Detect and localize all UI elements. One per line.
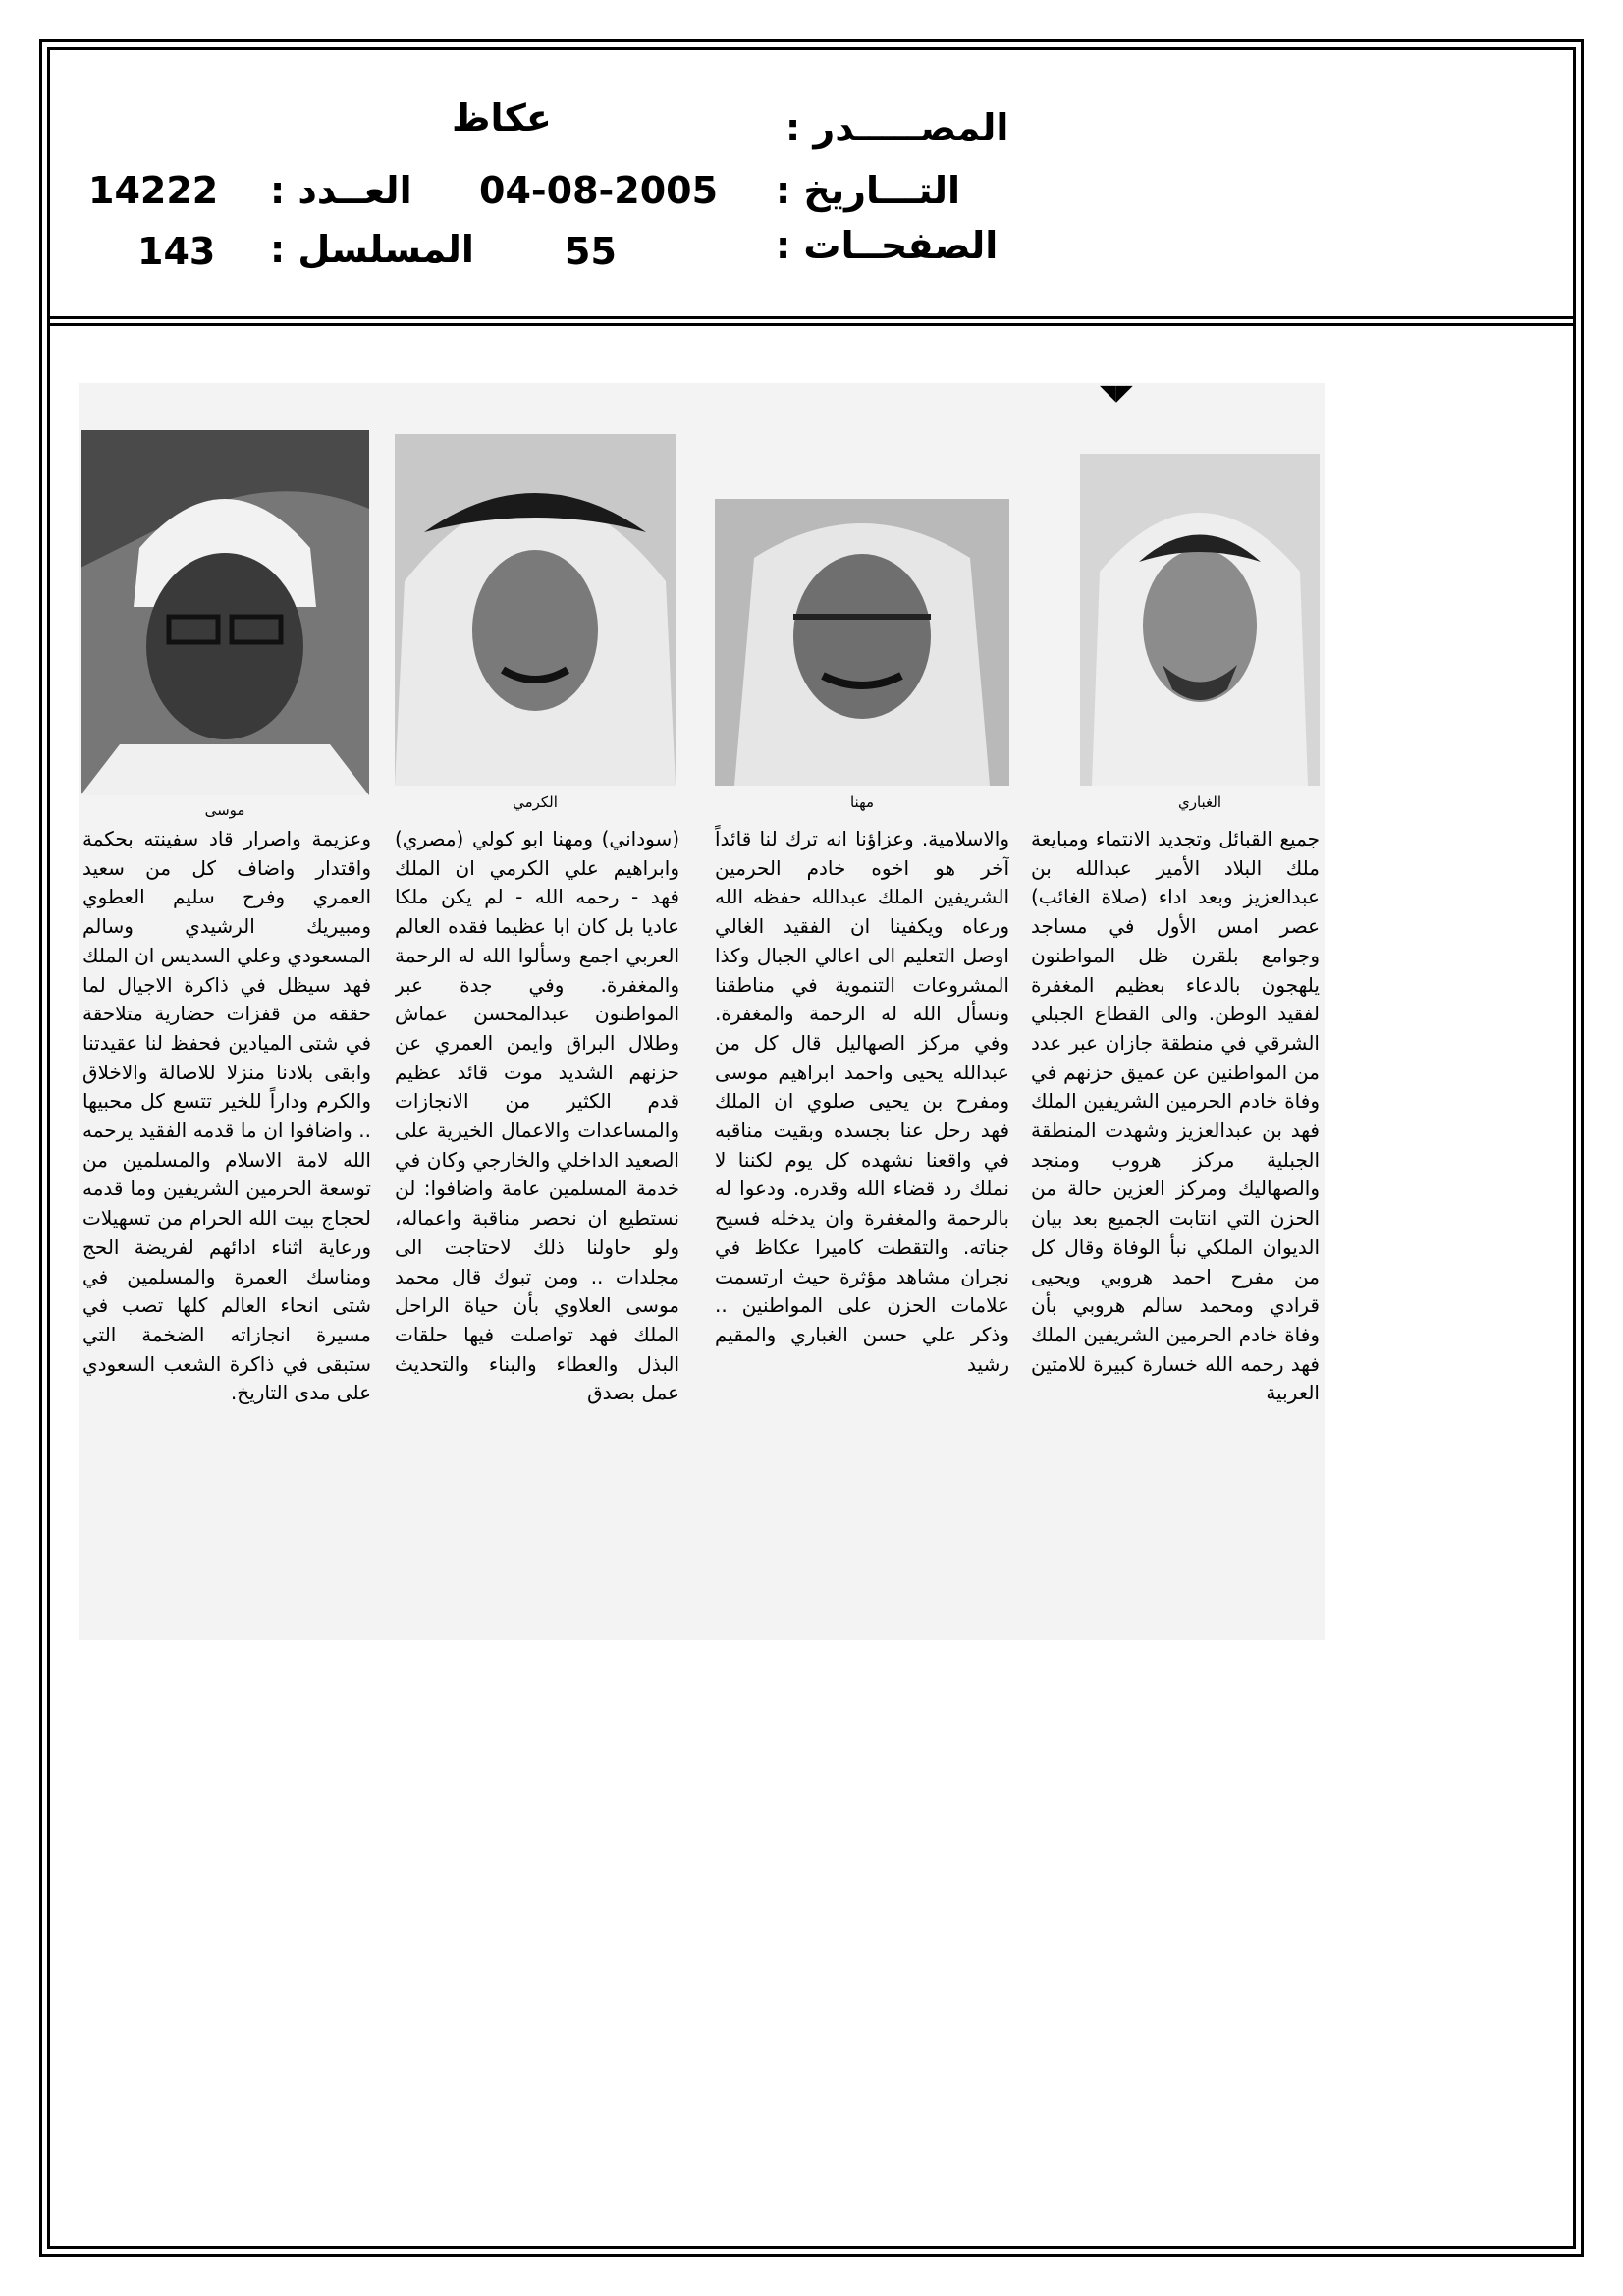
photo-muhanna xyxy=(715,499,1009,786)
serial-value: 143 xyxy=(137,230,216,273)
photo-mousa xyxy=(81,430,369,795)
serial-label: المسلسل : xyxy=(270,228,474,271)
issue-value: 14222 xyxy=(88,169,219,212)
photo-ghobari xyxy=(1080,454,1320,786)
pages-value: 55 xyxy=(565,230,617,273)
source-value: عكاظ xyxy=(452,96,552,139)
article-column-4: وعزيمة واصرار قاد سفينته بحكمة واقتدار واضاف كل من سعيد العمري وفرح سليم العطوي ومبيريك الرشيدي وسالم المسعودي وعلي السديس ان الملك فهد سيظل في ذاكرة الاجيال لما حققه من قفزات حضارية متلاحقة في شتى الميادين فحفظ لنا عقيدتنا وابقى بلادنا منزلا للاصالة والاخلاق والكرم وداراً للخير تتسع كل محبيها .. واضافوا ان ما قدمه الفقيد يرحمه الله لامة الاسلام والمسلمين من توسعة الحرمين الشريفين وما قدمه لحجاج بيت الله الحرام من تسهيلات ورعاية اثناء ادائهم لفريضة الحج ومناسك العمرة والمسلمين في شتى انحاء العالم كلها تصب في مسيرة انجازاته الضخمة التي ستبقى في ذاكرة الشعب السعودي على مدى التاريخ. xyxy=(82,827,371,1405)
header-divider xyxy=(47,316,1576,326)
caption-mousa: موسى xyxy=(204,801,245,819)
article-column-3: (سوداني) ومهنا ابو كولي (مصري) وابراهيم علي الكرمي ان الملك فهد - رحمه الله - لم يكن ملكا عاديا بل كان ابا عظيما فقده العالم العربي اجمع وسألوا الله له الرحمة والمغفرة. وفي جدة عبر المواطنون عبدالمحسن عماش وطلال البراق وايمن العمري عن حزنهم الشديد موت قائد عظيم قدم الكثير من الانجازات والمساعدات والاعمال الخيرية على الصعيد الداخلي والخارجي وكان في خدمة المسلمين عامة واضافوا: لن نستطيع ان نحصر مناقبة واعماله، ولو حاولنا ذلك لاحتاجت الى مجلدات .. ومن تبوك قال محمد موسى العلاوي بأن حياة الراحل الملك فهد تواصلت فيها حلقات البذل والعطاء والبناء والتحديث عمل بصدق xyxy=(395,827,679,1405)
issue-label: العــدد : xyxy=(270,169,412,212)
clip-mark: ◥◤ xyxy=(1100,381,1133,406)
caption-karmi: الكرمي xyxy=(513,793,558,811)
pages-label: الصفحــات : xyxy=(776,224,999,267)
article-column-1: جميع القبائل وتجديد الانتماء ومبايعة ملك البلاد الأمير عبدالله بن عبدالعزيز وبعد اداء (صلاة الغائب) عصر امس الأول في مساجد وجوامع بلقرن ظل المواطنون يلهجون بالدعاء بعظيم المغفرة لفقيد الوطن. والى القطاع الجبلي الشرقي في منطقة جازان عبر عدد من المواطنين عن عميق حزنهم في وفاة خادم الحرمين الشريفين الملك فهد بن عبدالعزيز وشهدت المنطقة الجبلية مركز هروب ومنجد والصهاليك ومركز العزين حالة من الحزن التي انتابت الجميع بعد بيان الديوان الملكي نبأ الوفاة وقال كل من مفرح احمد هروبي ويحيى قرادي ومحمد سالم هروبي بأن وفاة خادم الحرمين الشريفين الملك فهد رحمه الله خسارة كبيرة للامتين العربية xyxy=(1031,827,1320,1405)
source-label: المصـــــدر : xyxy=(785,106,1009,149)
date-value: 04-08-2005 xyxy=(479,169,719,212)
caption-muhanna: مهنا xyxy=(849,793,875,811)
photo-karmi xyxy=(395,434,676,786)
article-column-2: والاسلامية. وعزاؤنا انه ترك لنا قائداً آخر هو اخوه خادم الحرمين الشريفين الملك عبدالله حفظه الله ورعاه ويكفينا ان الفقيد الغالي اوصل التعليم الى اعالي الجبال وكذا المشروعات التنموية في مناطقنا ونسأل الله له الرحمة والمغفرة. وفي مركز الصهاليل قال كل من عبدالله يحيى واحمد ابراهيم موسى ومفرح بن يحيى صلوي ان الملك فهد رحل عنا بجسده وبقيت مناقبه في واقعنا نشهده كل يوم لكننا لا نملك رد قضاء الله وقدره. ودعوا له بالرحمة والمغفرة وان يدخله فسيح جناته. والتقطت كاميرا عكاظ في نجران مشاهد مؤثرة حيث ارتسمت علامات الحزن على المواطنين .. وذكر علي حسن الغباري والمقيم رشيد xyxy=(715,827,1009,1376)
date-label: التـــاريخ : xyxy=(776,169,960,212)
caption-ghobari: الغباري xyxy=(1177,793,1222,811)
